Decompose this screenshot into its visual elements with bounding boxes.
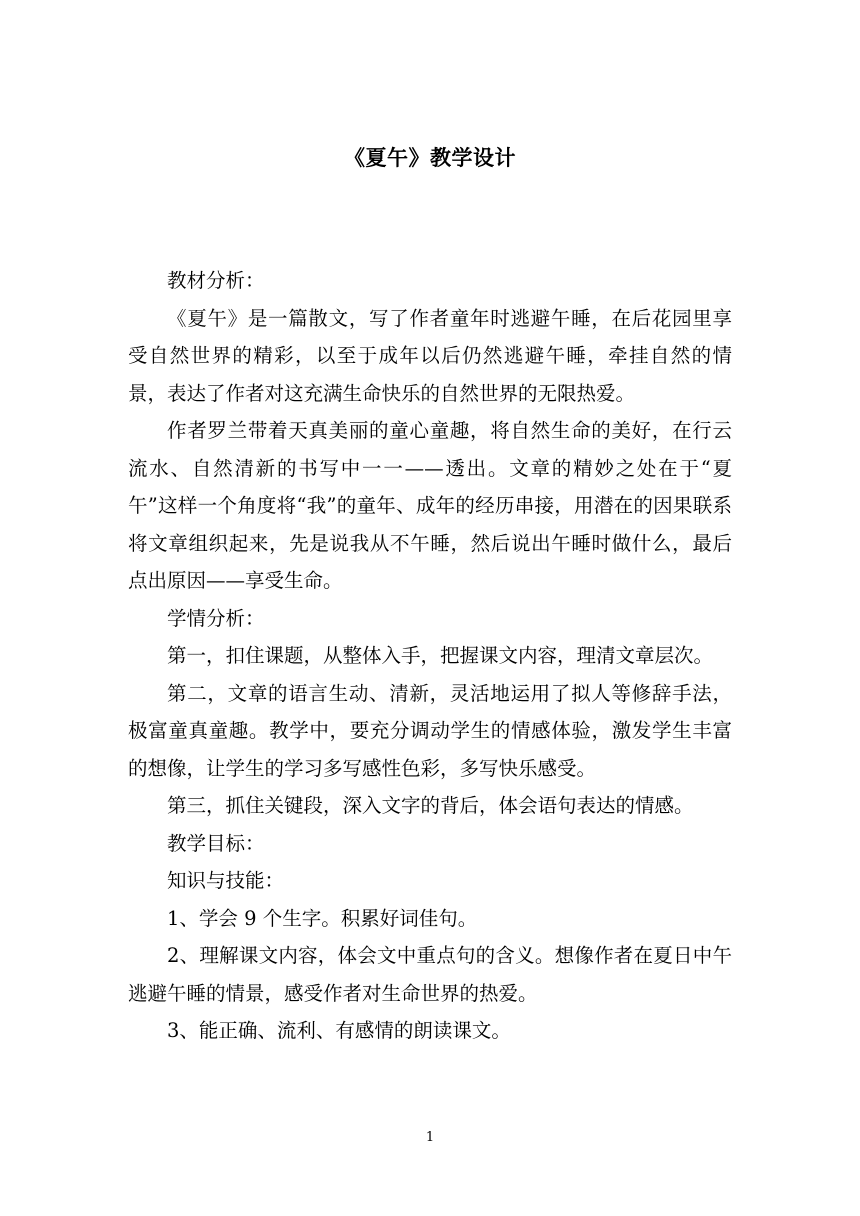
heading-student-analysis: 学情分析： [167, 606, 265, 630]
goal-item-2: 2、理解课文内容，体会文中重点句的含义。想像作者在夏日中午逃避午睡的情景，感受作者对生命世界的热爱。 [128, 944, 732, 1005]
paragraph-third-point: 第三，抓住关键段，深入文字的背后，体会语句表达的情感。 [167, 794, 694, 817]
document-title: 《夏午》教学设计 [344, 145, 516, 170]
document-body [128, 262, 732, 1050]
goal-item-1: 1、学会 9 个生字。积累好词佳句。 [167, 906, 478, 930]
paragraph-first-point: 第一，扣住课题，从整体入手，把握课文内容，理清文章层次。 [167, 644, 714, 667]
paragraph-second-point: 第二，文章的语言生动、清新，灵活地运用了拟人等修辞手法，极富童真童趣。教学中，要充分调动学生的情感体验，激发学生丰富的想像，让学生的学习多写感性色彩，多写快乐感受。 [128, 681, 732, 780]
heading-teaching-goals: 教学目标： [167, 831, 265, 855]
heading-textbook-analysis: 教材分析： [167, 269, 265, 292]
goal-item-3: 3、能正确、流利、有感情的朗读课文。 [167, 1019, 511, 1042]
paragraph-author-style: 作者罗兰带着天真美丽的童心童趣，将自然生命的美好，在行云流水、自然清新的书写中一一——透出。文章的精妙之处在于“夏午”这样一个角度将“我”的童年、成年的经历串接，用潜在的因果联系将文章组织起来，先是说我从不午睡，然后说出午睡时做什么，最后点出原因——享受生命。 [128, 419, 732, 592]
heading-knowledge-skills: 知识与技能： [167, 869, 285, 892]
page-number: 1 [425, 1130, 435, 1145]
paragraph-summary: 《夏午》是一篇散文，写了作者童年时逃避午睡，在后花园里享受自然世界的精彩，以至于成年以后仍然逃避午睡，牵挂自然的情景，表达了作者对这充满生命快乐的自然世界的无限热爱。 [128, 306, 732, 405]
